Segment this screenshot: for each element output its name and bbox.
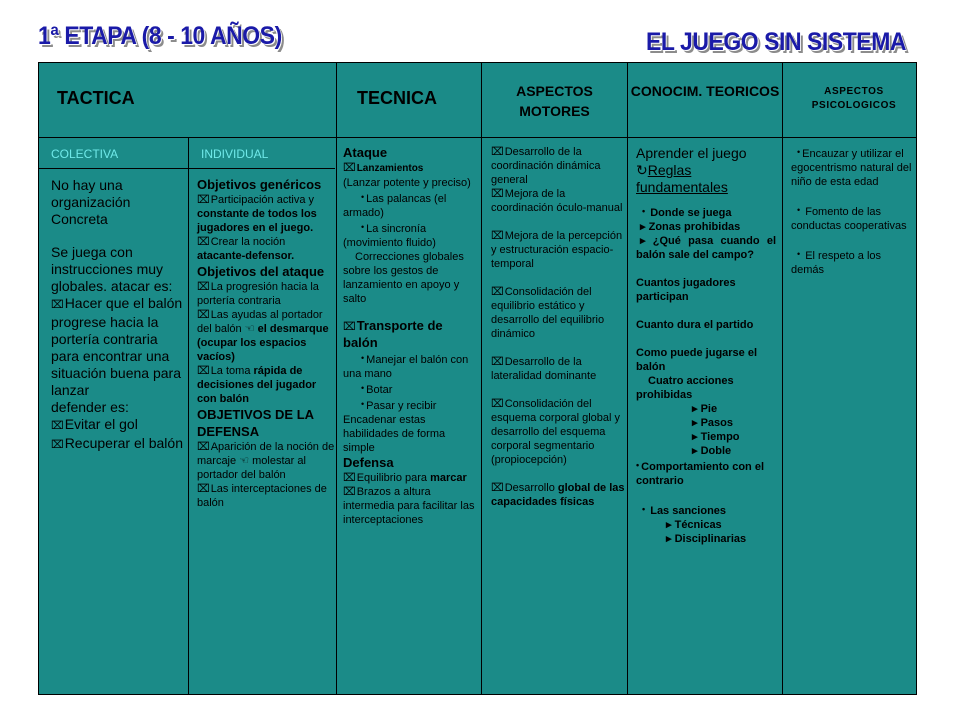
tecnica-item xyxy=(343,220,479,250)
conocim-item xyxy=(636,444,776,458)
bullet-icon: • xyxy=(636,460,640,470)
pointing-hand-icon: ☜ xyxy=(244,323,255,335)
box-x-icon: ⌧ xyxy=(343,472,356,484)
box-x-icon: ⌧ xyxy=(491,482,504,494)
tecnica-text: Las palancas (el armado) xyxy=(343,193,447,219)
conocim-text: Doble xyxy=(700,445,732,457)
tecnica-text: Correcciones globales sobre los gestos de lanzamiento en apoyo y salto xyxy=(343,251,464,305)
motores-cell xyxy=(491,145,625,509)
bullet-icon: • xyxy=(361,353,365,363)
individual-heading: Objetivos genéricos xyxy=(197,177,322,192)
divider xyxy=(188,137,189,694)
content-table xyxy=(38,62,917,695)
conocim-text: ¿Qué pasa cuando el balón sale del campo? xyxy=(636,235,776,261)
colectiva-cell xyxy=(51,177,185,454)
tecnica-text: marcar xyxy=(430,472,467,484)
bullet-icon: • xyxy=(361,399,365,409)
conocim-item xyxy=(636,416,776,430)
motores-text: Consolidación del esquema corporal global y desarrollo del esquema corporal segmentario (propiocepción) xyxy=(491,398,621,466)
tecnica-item xyxy=(343,351,479,381)
box-x-icon: ⌧ xyxy=(491,188,504,200)
box-x-icon: ⌧ xyxy=(51,420,64,432)
tecnica-text: (Lanzar potente y preciso) xyxy=(343,177,471,189)
arrow-right-icon: ▸ xyxy=(692,403,698,415)
psico-cell xyxy=(791,145,913,277)
box-x-icon: ⌧ xyxy=(51,299,64,311)
conocim-text: Disciplinarias xyxy=(674,533,747,545)
individual-text: Participación activa y xyxy=(210,194,315,206)
individual-text: Crear la noción xyxy=(210,236,286,248)
conocim-item xyxy=(636,430,776,444)
divider xyxy=(627,63,628,694)
motores-text: Mejora de la percepción y estructuración espacio-temporal xyxy=(491,230,623,270)
box-x-icon: ⌧ xyxy=(197,194,210,206)
individual-text: el desmarque (ocupar los espacios vacíos) xyxy=(197,323,329,363)
pointing-hand-icon: ☜ xyxy=(239,455,250,467)
colectiva-item xyxy=(51,435,185,454)
motores-item xyxy=(491,229,625,271)
individual-item xyxy=(197,440,335,482)
header-motores: ASPECTOS MOTORES xyxy=(516,83,593,119)
colectiva-text: defender es: xyxy=(51,399,129,415)
box-x-icon: ⌧ xyxy=(343,321,356,333)
conocim-text: Pasos xyxy=(700,417,734,429)
subheader-colectiva: COLECTIVA xyxy=(51,147,119,161)
conocim-cell xyxy=(636,145,776,546)
motores-text: Consolidación del equilibrio estático y desarrollo del equilibrio dinámico xyxy=(491,286,605,340)
arrow-right-icon: ▸ xyxy=(692,445,698,457)
motores-text: global de las capacidades físicas xyxy=(491,482,625,508)
box-x-icon: ⌧ xyxy=(197,441,210,453)
psico-item xyxy=(791,145,913,189)
divider xyxy=(336,63,337,694)
bullet-icon: • xyxy=(797,147,801,157)
box-x-icon: ⌧ xyxy=(491,398,504,410)
tecnica-item xyxy=(343,318,479,351)
divider xyxy=(39,168,335,169)
bullet-icon: • xyxy=(361,222,365,232)
box-x-icon: ⌧ xyxy=(197,309,210,321)
box-x-icon: ⌧ xyxy=(343,162,356,174)
tecnica-text: Encadenar estas habilidades de forma simple xyxy=(343,414,446,454)
box-x-icon: ⌧ xyxy=(197,281,210,293)
box-x-icon: ⌧ xyxy=(197,483,210,495)
subheader-individual: INDIVIDUAL xyxy=(201,147,269,161)
individual-text: rápida de decisiones del jugador con balón xyxy=(197,365,317,405)
conocim-item xyxy=(636,204,776,220)
colectiva-text: No hay una organización Concreta xyxy=(51,177,131,227)
colectiva-text: Hacer que el balón progrese hacia la portería contraria para encontrar una situación buena para lanzar xyxy=(51,295,183,398)
tecnica-item xyxy=(343,485,479,527)
conocim-text: Aprender el juego xyxy=(636,145,747,161)
tecnica-text: Manejar el balón con una mano xyxy=(343,354,469,380)
psico-item xyxy=(791,247,913,277)
header-tactica: TACTICA xyxy=(57,88,135,108)
tecnica-heading: Defensa xyxy=(343,455,394,470)
conocim-item xyxy=(636,402,776,416)
arrow-right-icon: ▸ xyxy=(692,417,698,429)
individual-item xyxy=(197,482,335,510)
motores-item xyxy=(491,145,625,187)
box-x-icon: ⌧ xyxy=(343,486,356,498)
header-psico: ASPECTOS PSICOLOGICOS xyxy=(811,86,897,111)
individual-heading: OBJETIVOS DE LA DEFENSA xyxy=(197,407,314,439)
tecnica-text: Brazos a altura intermedia para facilitar las interceptaciones xyxy=(343,486,475,526)
conocim-text: Zonas prohibidas xyxy=(648,221,741,233)
arrow-right-icon: ▸ xyxy=(692,431,698,443)
tecnica-heading: Transporte de balón xyxy=(343,318,443,350)
tecnica-item xyxy=(343,397,479,413)
box-x-icon: ⌧ xyxy=(51,439,64,451)
individual-item xyxy=(197,364,335,406)
colectiva-item xyxy=(51,295,185,399)
tecnica-item xyxy=(343,161,479,176)
tecnica-item xyxy=(343,190,479,220)
conocim-item xyxy=(636,458,776,488)
tecnica-text: La sincronía (movimiento fluido) xyxy=(343,223,436,249)
refresh-icon: ↻ xyxy=(636,162,648,178)
header-tecnica: TECNICA xyxy=(357,88,437,108)
box-x-icon: ⌧ xyxy=(197,236,210,248)
divider xyxy=(39,137,916,138)
box-x-icon: ⌧ xyxy=(491,146,504,158)
individual-text: constante de todos los jugadores en el juego. xyxy=(197,208,317,234)
divider xyxy=(782,63,783,694)
psico-item xyxy=(791,203,913,233)
individual-text: Las interceptaciones de balón xyxy=(197,483,327,509)
individual-text: La toma xyxy=(210,365,251,377)
individual-text: Las ayudas al portador del balón xyxy=(197,309,323,335)
individual-text: Aparición de la noción de marcaje xyxy=(197,441,335,467)
divider xyxy=(481,63,482,694)
tecnica-cell xyxy=(343,145,479,527)
conocim-text: Como puede jugarse el balón xyxy=(636,347,758,373)
individual-cell xyxy=(197,177,335,510)
bullet-icon: • xyxy=(642,504,646,514)
conocim-text: Cuanto dura el partido xyxy=(636,319,754,331)
conocim-text: Las sanciones xyxy=(650,505,727,517)
bullet-icon: • xyxy=(797,249,801,259)
individual-text: molestar al portador del balón xyxy=(197,455,306,481)
tecnica-text: Pasar y recibir xyxy=(366,400,437,412)
tecnica-heading: Ataque xyxy=(343,145,388,160)
conocim-heading: Reglas fundamentales xyxy=(636,162,728,195)
bullet-icon: • xyxy=(361,383,365,393)
conocim-item xyxy=(636,532,776,546)
individual-item xyxy=(197,280,335,308)
stage-title: 1ª ETAPA (8 - 10 AÑOS) xyxy=(38,22,282,50)
individual-item xyxy=(197,193,335,235)
conocim-text: Tiempo xyxy=(700,431,740,443)
section-title: EL JUEGO SIN SISTEMA xyxy=(646,28,907,56)
conocim-item xyxy=(636,518,776,532)
individual-item xyxy=(197,235,335,263)
conocim-text: Cuatro acciones prohibidas xyxy=(636,375,734,401)
psico-text: Encauzar y utilizar el egocentrismo natural del niño de esta edad xyxy=(791,148,912,188)
motores-text: Mejora de la coordinación óculo-manual xyxy=(491,188,623,214)
conocim-text: Cuantos jugadores participan xyxy=(636,277,736,303)
individual-heading: Objetivos del ataque xyxy=(197,264,325,279)
psico-text: Fomento de las conductas cooperativas xyxy=(791,206,907,232)
conocim-text: Donde se juega xyxy=(650,207,732,219)
tecnica-text: Botar xyxy=(366,384,393,396)
individual-text: La progresión hacia la portería contraria xyxy=(197,281,319,307)
tecnica-item xyxy=(343,471,479,485)
colectiva-item xyxy=(51,416,185,435)
conocim-item xyxy=(636,234,776,262)
tecnica-text: Lanzamientos xyxy=(356,163,424,174)
arrow-right-icon: ▸ xyxy=(640,235,646,247)
motores-text: Desarrollo de la lateralidad dominante xyxy=(491,356,597,382)
arrow-right-icon: ▸ xyxy=(640,221,646,233)
motores-item xyxy=(491,397,625,467)
box-x-icon: ⌧ xyxy=(491,356,504,368)
conocim-text: Pie xyxy=(700,403,718,415)
motores-item xyxy=(491,187,625,215)
arrow-right-icon: ▸ xyxy=(666,533,672,545)
individual-item xyxy=(197,308,335,364)
header-conocim: CONOCIM. TEORICOS xyxy=(630,83,780,99)
colectiva-text: Se juega con instrucciones muy globales. atacar es: xyxy=(51,244,173,294)
motores-text: Desarrollo de la coordinación dinámica general xyxy=(491,146,601,186)
motores-item xyxy=(491,285,625,341)
motores-item xyxy=(491,355,625,383)
conocim-text: Comportamiento con el contrario xyxy=(636,461,764,487)
bullet-icon: • xyxy=(361,192,365,202)
colectiva-text: Evitar el gol xyxy=(64,416,138,432)
individual-text: atacante-defensor. xyxy=(197,250,295,262)
psico-text: El respeto a los demás xyxy=(791,250,882,276)
conocim-item xyxy=(636,502,776,518)
conocim-item xyxy=(636,220,776,234)
motores-item xyxy=(491,481,625,509)
box-x-icon: ⌧ xyxy=(197,365,210,377)
bullet-icon: • xyxy=(797,205,801,215)
conocim-text: Técnicas xyxy=(674,519,722,531)
box-x-icon: ⌧ xyxy=(491,286,504,298)
motores-text: Desarrollo xyxy=(504,482,555,494)
arrow-right-icon: ▸ xyxy=(666,519,672,531)
tecnica-item xyxy=(343,381,479,397)
conocim-item xyxy=(636,162,776,196)
bullet-icon: • xyxy=(642,206,646,216)
tecnica-text: Equilibrio para xyxy=(356,472,428,484)
box-x-icon: ⌧ xyxy=(491,230,504,242)
colectiva-text: Recuperar el balón xyxy=(64,435,183,451)
